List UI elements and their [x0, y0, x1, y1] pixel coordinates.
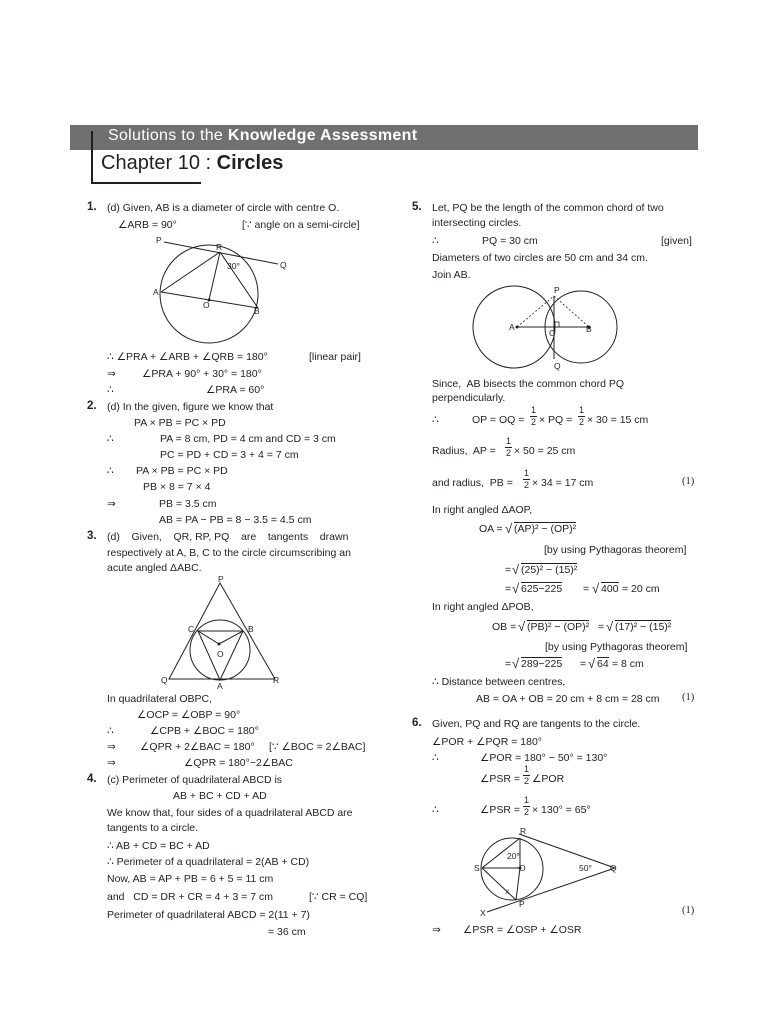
- banner-bold: Knowledge Assessment: [227, 127, 418, 144]
- q3-label-b: B: [248, 624, 254, 634]
- q3-label-p: P: [218, 574, 224, 584]
- q5-line11: In right angled ΔAOP,: [432, 504, 533, 516]
- q3-label-a: A: [217, 681, 223, 691]
- q6-frac1-den: 2: [524, 776, 530, 786]
- q5-frac3-num: 1: [506, 436, 512, 446]
- q5-frac1-num: 1: [531, 405, 537, 415]
- q5-line7: perpendicularly.: [432, 392, 506, 404]
- q5-line8a: ∴: [432, 414, 439, 426]
- q5-figure: [470, 283, 630, 369]
- q2-line3a: ∴: [107, 433, 114, 445]
- q6-frac2-den: 2: [524, 807, 530, 817]
- q6-frac2-num: 1: [524, 795, 530, 805]
- q6-label-p: P: [519, 899, 525, 909]
- q5-sqrt8-sign: √: [588, 656, 596, 671]
- q3-line8a: ⇒: [107, 757, 116, 769]
- q5-frac3-den: 2: [506, 448, 512, 458]
- q6-label-angle-20: 20°: [507, 851, 520, 861]
- q5-sqrt2-sign: √: [512, 562, 520, 577]
- q4-line9: Perimeter of quadrilateral ABCD = 2(11 + 7): [107, 909, 310, 921]
- q3-line7a: ⇒: [107, 741, 116, 753]
- q4-line4: tangents to a circle.: [107, 822, 199, 834]
- q2-line2: PA × PB = PC × PD: [134, 417, 226, 429]
- q6-label-r: R: [520, 826, 527, 836]
- q6-line5a: ∴: [432, 804, 439, 816]
- q5-frac2-den: 2: [579, 417, 585, 427]
- q3-line1: (d) Given, QR, RP, PQ are tangents drawn: [107, 531, 349, 543]
- q3-line7b: ∠QPR + 2∠BAC = 180°: [140, 741, 255, 753]
- q6-figure: [472, 826, 622, 920]
- q5-line12a: OA =: [479, 523, 503, 535]
- q2-line7a: ⇒: [107, 498, 116, 510]
- q5-line9b: × 50 = 25 cm: [514, 445, 576, 457]
- q5-line3c: [given]: [661, 235, 692, 247]
- q3-label-o: O: [217, 649, 224, 659]
- q6-label-angle-50: 50°: [579, 863, 592, 873]
- chapter-name: Circles: [216, 152, 284, 174]
- q1-figure: [150, 236, 300, 348]
- q5-line18: [by using Pythagoras theorem]: [545, 641, 688, 653]
- q5-line15e: = 20 cm: [622, 583, 660, 595]
- q2-line5a: ∴: [107, 465, 114, 477]
- q5-mark2: (1): [682, 692, 695, 703]
- q5-line3a: ∴: [432, 235, 439, 247]
- q5-sqrt5-sign: √: [518, 619, 526, 634]
- q4-line10: = 36 cm: [268, 926, 306, 938]
- q5-line19d: 64: [597, 658, 609, 670]
- q2-line5b: PA × PB = PC × PD: [136, 465, 228, 477]
- q5-frac1-den: 2: [531, 417, 537, 427]
- q3-line7c: [∵ ∠BOC = 2∠BAC]: [269, 741, 366, 753]
- q5-line19c: =: [580, 658, 587, 670]
- q5-line15a: =: [505, 583, 512, 595]
- q5-sqrt3-sign: √: [512, 581, 520, 596]
- q5-line1: Let, PQ be the length of the common chord of two: [432, 202, 664, 214]
- q6-line5b: ∠PSR =: [480, 804, 521, 816]
- q5-label-p: P: [554, 285, 560, 295]
- q5-line8b: OP = OQ =: [472, 414, 525, 426]
- q5-line17d: (17)² − (15)²: [615, 621, 672, 633]
- q5-line3b: PQ = 30 cm: [482, 235, 538, 247]
- chapter-prefix: Chapter 10 :: [101, 152, 212, 174]
- q5-sqrt4-sign: √: [592, 581, 600, 596]
- q6-line3a: ∴: [432, 752, 439, 764]
- q3-label-r: R: [273, 675, 280, 685]
- q3-label-q: Q: [161, 675, 168, 685]
- q2-line8: AB = PA − PB = 8 − 3.5 = 4.5 cm: [159, 514, 312, 526]
- q5-label-o: O: [549, 328, 556, 338]
- q5-line16: In right angled ΔPOB,: [432, 601, 534, 613]
- q6-line7a: ⇒: [432, 924, 441, 936]
- q5-line5: Join AB.: [432, 269, 471, 281]
- q1-line3b: [linear pair]: [309, 351, 361, 363]
- q5-line17c: =: [598, 621, 605, 633]
- q5-line4: Diameters of two circles are 50 cm and 34 cm.: [432, 252, 648, 264]
- q4-line5: ∴ AB + CD = BC + AD: [107, 840, 210, 852]
- q5-line19a: =: [505, 658, 512, 670]
- q5-frac2-num: 1: [579, 405, 585, 415]
- q6-label-x-angle: x: [505, 886, 510, 896]
- q5-line17b: (PB)² − (OP)²: [527, 621, 590, 633]
- q5-line17a: OB =: [492, 621, 517, 633]
- q5-label-b: B: [586, 324, 592, 334]
- q4-number: 4.: [87, 773, 97, 785]
- q6-label-q: Q: [610, 863, 617, 873]
- q1-label-a: A: [153, 287, 159, 297]
- q6-label-s: S: [474, 863, 480, 873]
- q5-line15b: 625−225: [521, 583, 563, 595]
- q3-line2: respectively at A, B, C to the circle circumscribing an: [107, 547, 351, 559]
- chapter-title: [101, 152, 283, 175]
- q6-line4b: ∠POR: [532, 773, 565, 785]
- q5-number: 5.: [412, 201, 422, 213]
- q5-line8c: × PQ =: [539, 414, 573, 426]
- q6-frac1-num: 1: [524, 764, 530, 774]
- q4-line1: (c) Perimeter of quadrilateral ABCD is: [107, 774, 283, 786]
- q6-line1: Given, PQ and RQ are tangents to the circle.: [432, 718, 641, 730]
- q1-number: 1.: [87, 201, 97, 213]
- q3-figure: [160, 575, 290, 693]
- q5-line15d: 400: [601, 583, 619, 595]
- q6-line7b: ∠PSR = ∠OSP + ∠OSR: [463, 924, 582, 936]
- q5-line10b: × 34 = 17 cm: [532, 477, 594, 489]
- q5-line15c: =: [583, 583, 590, 595]
- q5-frac4-den: 2: [524, 480, 530, 490]
- q5-line12b: (AP)² − (OP)²: [514, 523, 577, 535]
- q5-line14b: (25)² − (15)²: [521, 564, 578, 576]
- q6-label-o: O: [519, 863, 526, 873]
- q4-line3: We know that, four sides of a quadrilateral ABCD are: [107, 807, 353, 819]
- q2-line4: PC = PD + CD = 3 + 4 = 7 cm: [160, 449, 299, 461]
- q1-line4a: ⇒: [107, 368, 116, 380]
- q5-line10a: and radius, PB =: [432, 477, 513, 489]
- q5-line19b: 289−225: [521, 658, 563, 670]
- q5-mark1: (1): [682, 476, 695, 487]
- q2-line3b: PA = 8 cm, PD = 4 cm and CD = 3 cm: [160, 433, 336, 445]
- q3-line5: ∠OCP = ∠OBP = 90°: [137, 709, 241, 721]
- q1-label-angle: 30°: [227, 261, 240, 271]
- q5-label-a: A: [509, 322, 515, 332]
- q4-line8a: and CD = DR + CR = 4 + 3 = 7 cm: [107, 891, 274, 903]
- banner-title: [108, 127, 417, 145]
- q5-line6: Since, AB bisects the common chord PQ: [432, 378, 625, 390]
- q5-sqrt7-sign: √: [512, 656, 520, 671]
- q6-number: 6.: [412, 717, 422, 729]
- q1-line5b: ∠PRA = 60°: [206, 384, 265, 396]
- q4-line7: Now, AB = AP + PB = 6 + 5 = 11 cm: [107, 873, 274, 885]
- q1-line2a: ∠ARB = 90°: [118, 219, 177, 231]
- q1-line5a: ∴: [107, 384, 114, 396]
- q6-mark: (1): [682, 905, 695, 916]
- q1-label-o: O: [203, 300, 210, 310]
- q2-line7b: PB = 3.5 cm: [159, 498, 217, 510]
- title-bracket: [91, 131, 93, 184]
- q5-line19e: = 8 cm: [612, 658, 644, 670]
- q4-line6: ∴ Perimeter of a quadrilateral = 2(AB + CD): [107, 856, 310, 868]
- q6-line5c: × 130° = 65°: [532, 804, 591, 816]
- q1-label-p: P: [156, 235, 162, 245]
- q6-label-x: X: [480, 908, 486, 918]
- q2-line6: PB × 8 = 7 × 4: [143, 481, 211, 493]
- q1-line3a: ∴ ∠PRA + ∠ARB + ∠QRB = 180°: [107, 351, 268, 363]
- q5-line2: intersecting circles.: [432, 217, 522, 229]
- q3-line6b: ∠CPB + ∠BOC = 180°: [150, 725, 259, 737]
- q5-sqrt6-sign: √: [606, 619, 614, 634]
- q3-line8b: ∠QPR = 180°−2∠BAC: [184, 757, 293, 769]
- q4-line2: AB + BC + CD + AD: [173, 790, 267, 802]
- q4-line8b: [∵ CR = CQ]: [309, 891, 368, 903]
- q3-line6a: ∴: [107, 725, 114, 737]
- q5-frac4-num: 1: [524, 468, 530, 478]
- q6-line3b: ∠POR = 180° − 50° = 130°: [480, 752, 608, 764]
- q6-line2: ∠POR + ∠PQR = 180°: [432, 736, 542, 748]
- q1-label-b: B: [254, 306, 260, 316]
- q5-sqrt1-sign: √: [505, 521, 513, 536]
- q1-line2b: [∵ angle on a semi-circle]: [242, 219, 360, 231]
- q3-line3: acute angled ΔABC.: [107, 562, 202, 574]
- q5-line13: [by using Pythagoras theorem]: [544, 544, 687, 556]
- q5-line20: ∴ Distance between centres,: [432, 676, 566, 688]
- q1-line4b: ∠PRA + 90° + 30° = 180°: [142, 368, 262, 380]
- q3-label-c: C: [188, 624, 195, 634]
- q5-line9a: Radius, AP =: [432, 445, 496, 457]
- banner-prefix: Solutions to the: [108, 127, 224, 144]
- header-banner: [70, 125, 698, 150]
- q5-label-q: Q: [554, 361, 561, 371]
- q1-label-q: Q: [280, 260, 287, 270]
- q6-line4a: ∠PSR =: [480, 773, 521, 785]
- q3-line4: In quadrilateral OBPC,: [107, 693, 213, 705]
- title-underline: [91, 182, 201, 184]
- q5-line14a: =: [505, 564, 512, 576]
- q2-number: 2.: [87, 400, 97, 412]
- q1-label-r: R: [216, 242, 223, 252]
- q3-number: 3.: [87, 530, 97, 542]
- q5-line8d: × 30 = 15 cm: [587, 414, 649, 426]
- q5-line21a: AB = OA + OB = 20 cm + 8 cm = 28 cm: [476, 693, 660, 705]
- q1-line1: (d) Given, AB is a diameter of circle with centre O.: [107, 202, 340, 214]
- q2-line1: (d) In the given, figure we know that: [107, 401, 274, 413]
